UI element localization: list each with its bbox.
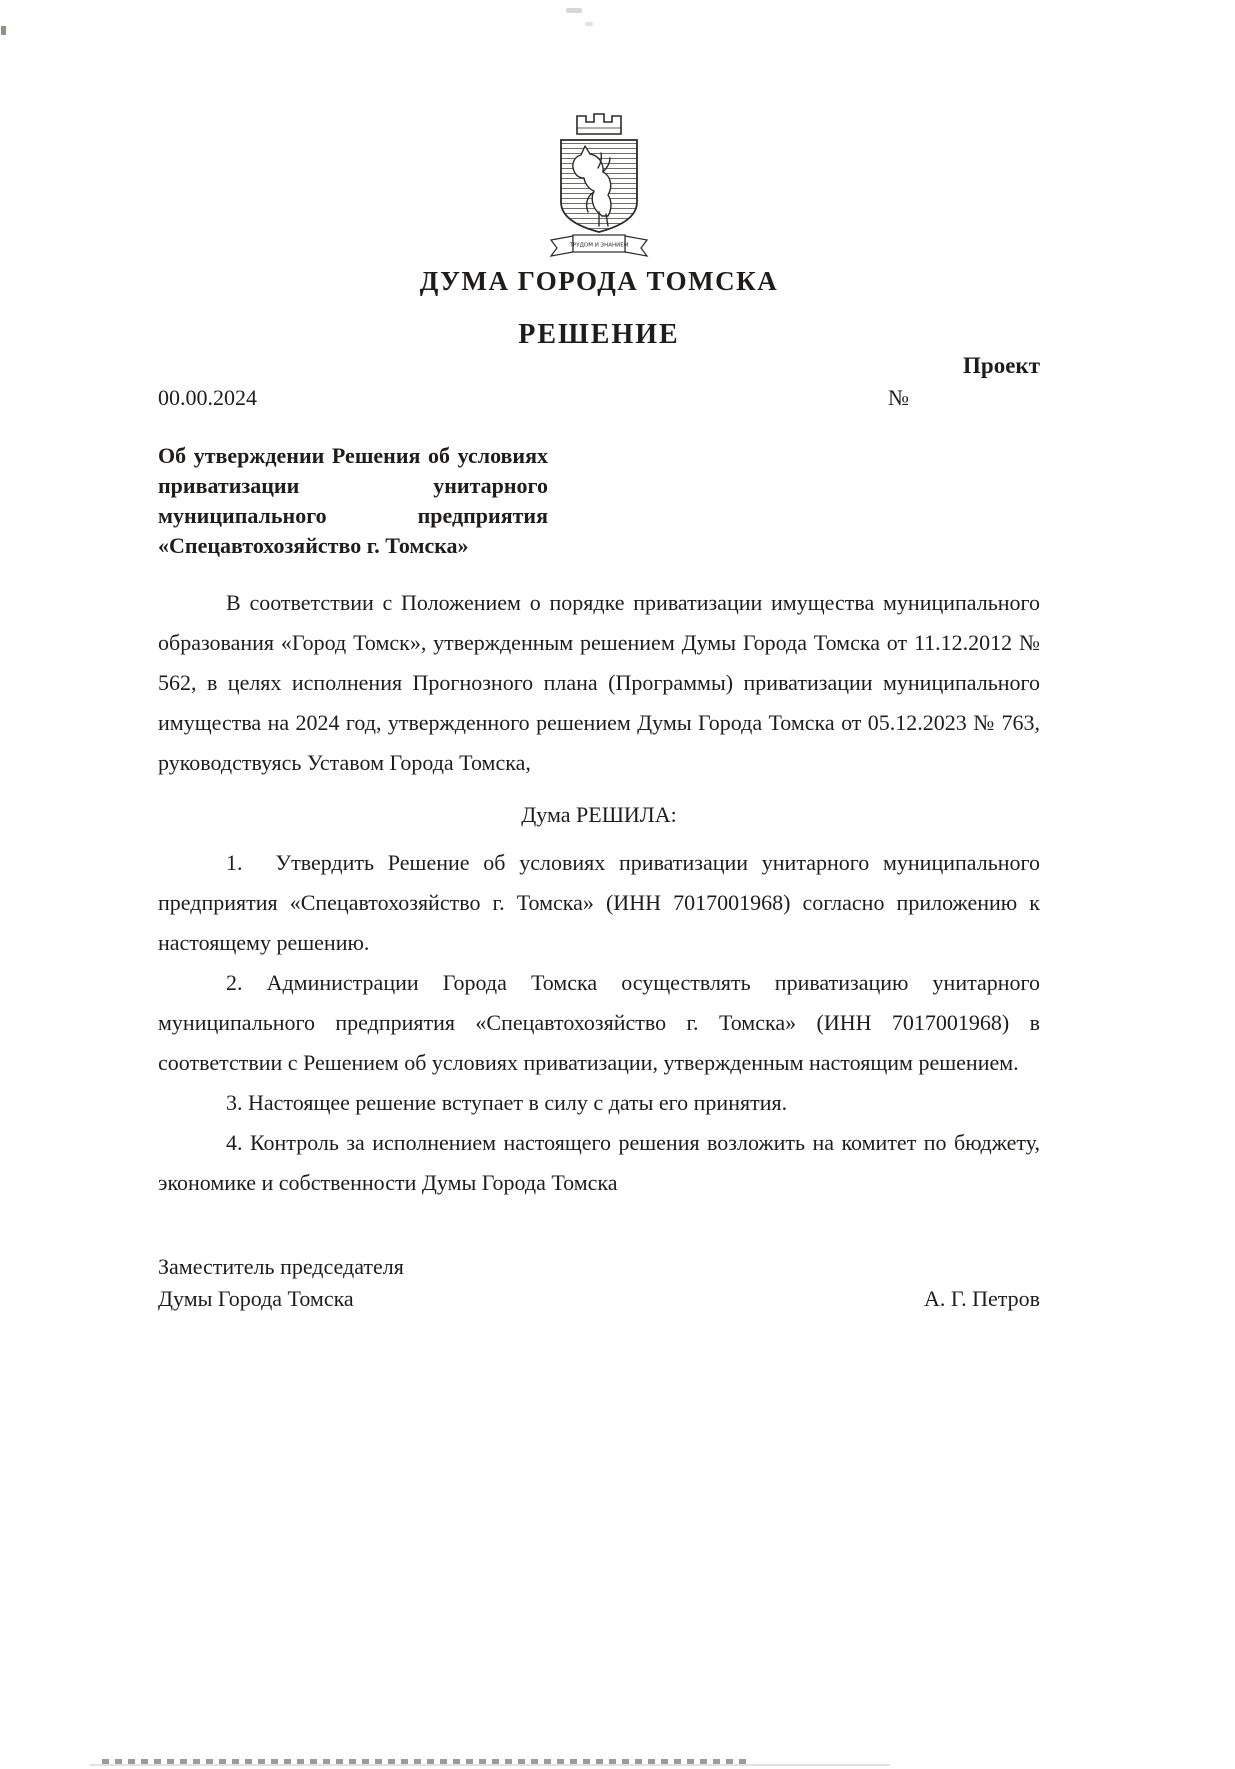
org-name: ДУМА ГОРОДА ТОМСКА	[419, 266, 779, 296]
date-number-row	[158, 385, 1040, 413]
emblem-crown	[577, 114, 621, 134]
signature-block	[158, 1251, 1040, 1315]
signer-position-line2: Думы Города Томска	[158, 1286, 354, 1311]
signer-position-line1: Заместитель председателя	[158, 1254, 404, 1279]
doc-number-sign: №	[888, 385, 909, 410]
draft-label: Проект	[963, 353, 1040, 378]
resolution-item-2: 2. Администрации Города Томска осуществлять приватизацию унитарного муниципального предприятия «Спецавтохозяйство г. Томска» (ИНН 7017001968) в соответствии с Решением об условиях приватизации, утвержденным настоящим решением.	[158, 970, 1040, 1075]
resolution-item-1: 1. Утвердить Решение об условиях приватизации унитарного муниципального предприятия «Спецавтохозяйство г. Томска» (ИНН 7017001968) согласно приложению к настоящему решению.	[158, 850, 1040, 955]
scan-speck	[566, 8, 582, 13]
doc-subject: Об утверждении Решения об условиях приватизации унитарного муниципального предприятия «Спецавтохозяйство г. Томска»	[158, 443, 548, 558]
doc-date: 00.00.2024	[158, 385, 257, 410]
scan-speck	[1, 26, 6, 35]
scan-artifact-line	[90, 1764, 890, 1766]
scan-artifact-line	[102, 1759, 750, 1764]
document-content	[158, 0, 1040, 1315]
intro-paragraph: В соответствии с Положением о порядке приватизации имущества муниципального образования «Город Томск», утвержденным решением Думы Города Томска от 11.12.2012 № 562, в целях исполнения Прогнозного плана (Программы) приватизации муниципального имущества на 2024 год, утвержденного решением Думы Города Томска от 05.12.2023 № 763, руководствуясь Уставом Города Томска,	[158, 590, 1040, 775]
scan-speck	[585, 22, 593, 26]
tomsk-coat-of-arms-icon	[533, 106, 665, 258]
signer-name: А. Г. Петров	[923, 1286, 1040, 1311]
signer-position	[158, 1251, 404, 1315]
emblem-motto-text: ТРУДОМ И ЗНАНИЕМ	[569, 242, 629, 249]
resolution-heading: Дума РЕШИЛА:	[521, 802, 677, 827]
resolution-item-4: 4. Контроль за исполнением настоящего решения возложить на комитет по бюджету, экономике и собственности Думы Города Томска	[158, 1130, 1040, 1195]
doc-type-title: РЕШЕНИЕ	[518, 319, 680, 350]
resolution-item-3: 3. Настоящее решение вступает в силу с даты его принятия.	[226, 1090, 788, 1115]
